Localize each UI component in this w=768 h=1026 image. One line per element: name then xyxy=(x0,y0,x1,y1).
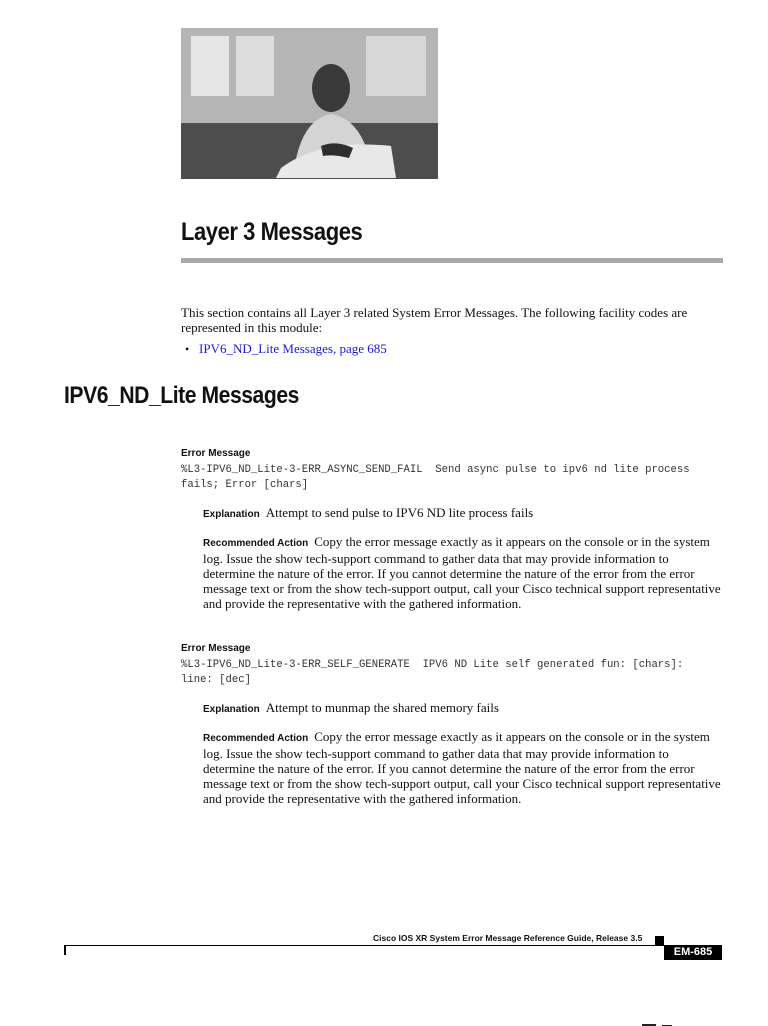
error-message-label: Error Message xyxy=(181,448,251,459)
explanation-text: Attempt to munmap the shared memory fails xyxy=(265,700,499,715)
recommended-action xyxy=(203,729,723,806)
cropped-next-page-text xyxy=(590,1016,730,1026)
explanation-text: Attempt to send pulse to IPV6 ND lite process fails xyxy=(265,505,534,520)
footer-rule xyxy=(64,945,664,946)
page-number-badge: EM-685 xyxy=(664,945,722,960)
title-rule xyxy=(181,258,723,263)
error-message-block xyxy=(181,643,726,806)
error-message-block xyxy=(181,448,726,611)
footer-guide-title: Cisco IOS XR System Error Message Reference Guide, Release 3.5 xyxy=(373,933,643,943)
section-title: IPV6_ND_Lite Messages xyxy=(64,382,299,409)
explanation-label: Explanation xyxy=(203,704,260,715)
recommended-action xyxy=(203,534,723,611)
recommended-action-text: Copy the error message exactly as it appears on the console or in the system log. Issue the show tech-support command to gather data that may provide information to determine the nature of the error. If you cannot determine the nature of the error from the error message text or from the show tech-support output, call your Cisco technical support representative and provide the representative with the gathered information. xyxy=(203,534,721,611)
error-message-code: %L3-IPV6_ND_Lite-3-ERR_ASYNC_SEND_FAIL Send async pulse to ipv6 nd lite process fails; Error [chars] xyxy=(181,464,690,491)
explanation xyxy=(203,505,723,522)
intro-paragraph: This section contains all Layer 3 related System Error Messages. The following facility codes are represented in this module: xyxy=(181,305,688,335)
footer-marker xyxy=(655,936,664,945)
toc-link-ipv6-nd-lite[interactable]: IPV6_ND_Lite Messages, page 685 xyxy=(199,341,387,356)
chapter-photo xyxy=(181,28,438,179)
explanation xyxy=(203,700,723,717)
recommended-action-text: Copy the error message exactly as it appears on the console or in the system log. Issue the show tech-support command to gather data that may provide information to determine the nature of the error. If you cannot determine the nature of the error from the error message text or from the show tech-support output, call your Cisco technical support representative and provide the representative with the gathered information. xyxy=(203,729,721,806)
facility-list xyxy=(185,341,387,357)
error-message-label: Error Message xyxy=(181,643,251,654)
footer-tick xyxy=(64,945,66,955)
chapter-title: Layer 3 Messages xyxy=(181,218,363,246)
explanation-label: Explanation xyxy=(203,509,260,520)
recommended-action-label: Recommended Action xyxy=(203,733,309,744)
recommended-action-label: Recommended Action xyxy=(203,538,309,549)
bullet-icon: • xyxy=(185,341,190,356)
error-message-code: %L3-IPV6_ND_Lite-3-ERR_SELF_GENERATE IPV6 ND Lite self generated fun: [chars]: line: [dec] xyxy=(181,659,684,686)
list-item xyxy=(185,341,387,357)
